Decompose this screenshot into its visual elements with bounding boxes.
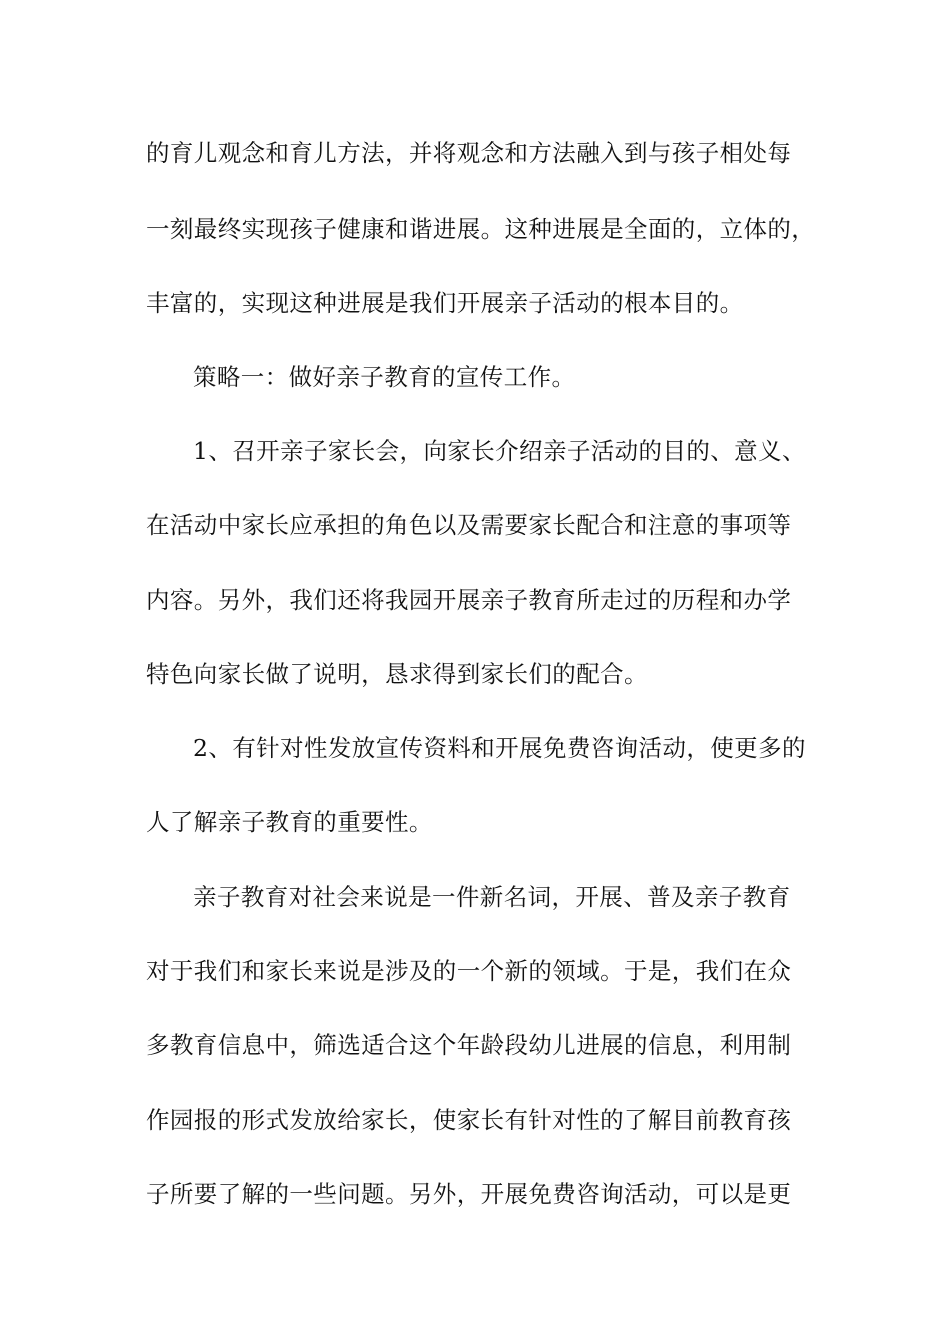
text-line: 子所要了解的一些问题。另外，开展免费咨询活动，可以是更 bbox=[146, 1180, 792, 1208]
text-line: 在活动中家长应承担的角色以及需要家长配合和注意的事项等 bbox=[146, 511, 792, 539]
text-line: 丰富的，实现这种进展是我们开展亲子活动的根本目的。 bbox=[146, 289, 744, 317]
text-line: 特色向家长做了说明，恳求得到家长们的配合。 bbox=[146, 660, 648, 688]
text-line: 一刻最终实现孩子健康和谐进展。这种进展是全面的，立体的， bbox=[146, 215, 816, 243]
text-line: 多教育信息中，筛选适合这个年龄段幼儿进展的信息，利用制 bbox=[146, 1031, 792, 1059]
text-line: 亲子教育对社会来说是一件新名词，开展、普及亲子教育 bbox=[193, 883, 791, 911]
text-line: 2、有针对性发放宣传资料和开展免费咨询活动，使更多的 bbox=[193, 734, 806, 762]
text-line: 1、召开亲子家长会，向家长介绍亲子活动的目的、意义、 bbox=[193, 437, 806, 465]
text-line-heading: 策略一：做好亲子教育的宣传工作。 bbox=[193, 363, 576, 391]
text-line: 对于我们和家长来说是涉及的一个新的领域。于是，我们在众 bbox=[146, 957, 792, 985]
text-line: 内容。另外，我们还将我园开展亲子教育所走过的历程和办学 bbox=[146, 586, 792, 614]
text-line: 的育儿观念和育儿方法，并将观念和方法融入到与孩子相处每 bbox=[146, 139, 792, 167]
text-line: 人了解亲子教育的重要性。 bbox=[146, 808, 433, 836]
text-line: 作园报的形式发放给家长，使家长有针对性的了解目前教育孩 bbox=[146, 1106, 792, 1134]
